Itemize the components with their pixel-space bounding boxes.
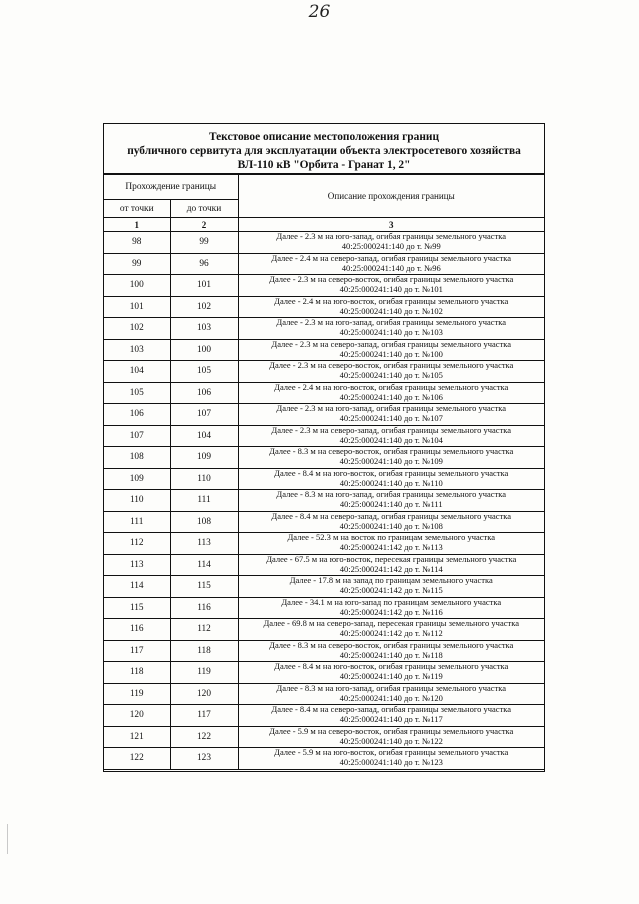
to-point-cell: 117 bbox=[170, 705, 238, 727]
description-cell bbox=[238, 576, 544, 598]
to-point-cell: 116 bbox=[170, 597, 238, 619]
from-point-cell: 113 bbox=[104, 554, 170, 576]
header-column-number-1: 1 bbox=[104, 218, 170, 232]
description-cell bbox=[238, 533, 544, 555]
description-cell bbox=[238, 425, 544, 447]
description-cell bbox=[238, 404, 544, 426]
description-cell bbox=[238, 683, 544, 705]
description-line-2: 40:25:000241:140 до т. №123 bbox=[339, 757, 443, 768]
table-row bbox=[104, 576, 544, 598]
description-cell bbox=[238, 296, 544, 318]
from-point-cell: 101 bbox=[104, 296, 170, 318]
from-point-cell: 118 bbox=[104, 662, 170, 684]
description-line-1: Далее - 52.3 м на восток по границам земельного участка bbox=[287, 532, 496, 543]
to-point-cell: 101 bbox=[170, 275, 238, 297]
to-point-cell: 105 bbox=[170, 361, 238, 383]
description-cell bbox=[238, 468, 544, 490]
to-point-cell: 102 bbox=[170, 296, 238, 318]
description-line-2: 40:25:000241:140 до т. №103 bbox=[339, 327, 443, 338]
description-line-2: 40:25:000241:140 до т. №101 bbox=[339, 284, 443, 295]
description-line-1: Далее - 2.3 м на юго-запад, огибая границы земельного участка bbox=[276, 231, 507, 242]
from-point-cell: 100 bbox=[104, 275, 170, 297]
table-row bbox=[104, 404, 544, 426]
description-line-2: 40:25:000241:140 до т. №109 bbox=[339, 456, 443, 467]
to-point-cell: 120 bbox=[170, 683, 238, 705]
from-point-cell: 98 bbox=[104, 232, 170, 254]
description-line-1: Далее - 2.4 м на юго-восток, огибая границы земельного участка bbox=[274, 295, 509, 306]
description-line-1: Далее - 2.3 м на юго-запад, огибая границы земельного участка bbox=[276, 317, 507, 328]
description-cell bbox=[238, 447, 544, 469]
description-cell bbox=[238, 726, 544, 748]
description-line-2: 40:25:000241:140 до т. №118 bbox=[339, 649, 443, 660]
from-point-cell: 119 bbox=[104, 683, 170, 705]
to-point-cell: 111 bbox=[170, 490, 238, 512]
description-line-2: 40:25:000241:142 до т. №112 bbox=[339, 628, 443, 639]
description-line-2: 40:25:000241:140 до т. №108 bbox=[339, 520, 443, 531]
from-point-cell: 103 bbox=[104, 339, 170, 361]
table-row bbox=[104, 662, 544, 684]
to-point-cell: 115 bbox=[170, 576, 238, 598]
boundary-table bbox=[104, 174, 544, 770]
document-title bbox=[104, 124, 544, 174]
from-point-cell: 111 bbox=[104, 511, 170, 533]
from-point-cell: 121 bbox=[104, 726, 170, 748]
description-line-2: 40:25:000241:142 до т. №115 bbox=[339, 585, 443, 596]
title-line-2: публичного сервитута для эксплуатации объекта электросетевого хозяйства bbox=[127, 145, 521, 157]
header-description: Описание прохождения границы bbox=[238, 175, 544, 218]
description-line-1: Далее - 8.3 м на юго-запад, огибая границы земельного участка bbox=[276, 682, 507, 693]
table-row bbox=[104, 597, 544, 619]
table-row bbox=[104, 554, 544, 576]
from-point-cell: 112 bbox=[104, 533, 170, 555]
description-cell bbox=[238, 490, 544, 512]
to-point-cell: 110 bbox=[170, 468, 238, 490]
table-row bbox=[104, 619, 544, 641]
table-row bbox=[104, 748, 544, 770]
description-line-1: Далее - 17.8 м на запад по границам земельного участка bbox=[289, 575, 493, 586]
description-line-1: Далее - 2.3 м на северо-запад, огибая границы земельного участка bbox=[271, 338, 512, 349]
table-row bbox=[104, 382, 544, 404]
description-line-2: 40:25:000241:142 до т. №114 bbox=[339, 563, 443, 574]
table-body bbox=[104, 232, 544, 770]
to-point-cell: 103 bbox=[170, 318, 238, 340]
table-row bbox=[104, 511, 544, 533]
description-cell bbox=[238, 232, 544, 254]
table-row bbox=[104, 640, 544, 662]
title-line-3: ВЛ-110 кВ "Орбита - Гранат 1, 2" bbox=[237, 159, 411, 171]
description-line-2: 40:25:000241:140 до т. №110 bbox=[339, 477, 443, 488]
description-line-2: 40:25:000241:140 до т. №104 bbox=[339, 434, 443, 445]
description-line-1: Далее - 5.9 м на юго-восток, огибая границы земельного участка bbox=[274, 747, 509, 758]
table-row bbox=[104, 275, 544, 297]
header-boundary-passage: Прохождение границы bbox=[104, 175, 238, 200]
scan-margin-mark bbox=[7, 824, 8, 854]
description-line-1: Далее - 2.3 м на юго-запад, огибая границы земельного участка bbox=[276, 403, 507, 414]
description-line-2: 40:25:000241:140 до т. №102 bbox=[339, 305, 443, 316]
description-line-2: 40:25:000241:140 до т. №107 bbox=[339, 413, 443, 424]
description-cell bbox=[238, 339, 544, 361]
to-point-cell: 113 bbox=[170, 533, 238, 555]
description-line-2: 40:25:000241:140 до т. №117 bbox=[339, 714, 443, 725]
table-row bbox=[104, 253, 544, 275]
header-to-point: до точки bbox=[170, 200, 238, 218]
from-point-cell: 108 bbox=[104, 447, 170, 469]
from-point-cell: 114 bbox=[104, 576, 170, 598]
table-row bbox=[104, 296, 544, 318]
page-number: 26 bbox=[308, 2, 331, 22]
description-cell bbox=[238, 662, 544, 684]
table-row bbox=[104, 232, 544, 254]
description-line-2: 40:25:000241:140 до т. №106 bbox=[339, 391, 443, 402]
to-point-cell: 123 bbox=[170, 748, 238, 770]
description-cell bbox=[238, 619, 544, 641]
to-point-cell: 114 bbox=[170, 554, 238, 576]
description-cell bbox=[238, 554, 544, 576]
description-line-1: Далее - 2.3 м на северо-запад, огибая границы земельного участка bbox=[271, 424, 512, 435]
table-row bbox=[104, 490, 544, 512]
description-line-2: 40:25:000241:140 до т. №99 bbox=[341, 241, 441, 252]
description-line-2: 40:25:000241:142 до т. №116 bbox=[339, 606, 443, 617]
description-cell bbox=[238, 705, 544, 727]
description-cell bbox=[238, 511, 544, 533]
table-row bbox=[104, 705, 544, 727]
table-row bbox=[104, 339, 544, 361]
table-row bbox=[104, 447, 544, 469]
description-cell bbox=[238, 640, 544, 662]
description-line-1: Далее - 34.1 м на юго-запад по границам земельного участка bbox=[281, 596, 502, 607]
table-row bbox=[104, 318, 544, 340]
table-row bbox=[104, 361, 544, 383]
description-line-1: Далее - 8.4 м на юго-восток, огибая границы земельного участка bbox=[274, 467, 509, 478]
description-cell bbox=[238, 597, 544, 619]
header-column-number-2: 2 bbox=[170, 218, 238, 232]
document-frame bbox=[103, 123, 545, 772]
description-cell bbox=[238, 361, 544, 383]
from-point-cell: 116 bbox=[104, 619, 170, 641]
description-cell bbox=[238, 748, 544, 770]
description-line-1: Далее - 8.3 м на северо-восток, огибая границы земельного участка bbox=[269, 639, 514, 650]
description-line-1: Далее - 67.5 м на юго-восток, пересекая границы земельного участка bbox=[266, 553, 517, 564]
header-column-number-3: 3 bbox=[238, 218, 544, 232]
description-cell bbox=[238, 253, 544, 275]
description-line-2: 40:25:000241:140 до т. №105 bbox=[339, 370, 443, 381]
description-cell bbox=[238, 318, 544, 340]
description-line-1: Далее - 8.3 м на юго-запад, огибая границы земельного участка bbox=[276, 489, 507, 500]
description-line-1: Далее - 69.8 м на северо-запад, пересекая границы земельного участка bbox=[263, 618, 519, 629]
description-cell bbox=[238, 275, 544, 297]
description-line-1: Далее - 8.4 м на юго-восток, огибая границы земельного участка bbox=[274, 661, 509, 672]
description-line-1: Далее - 5.9 м на северо-восток, огибая границы земельного участка bbox=[269, 725, 514, 736]
description-line-2: 40:25:000241:140 до т. №119 bbox=[339, 671, 443, 682]
table-row bbox=[104, 425, 544, 447]
description-line-1: Далее - 2.4 м на юго-восток, огибая границы земельного участка bbox=[274, 381, 509, 392]
from-point-cell: 102 bbox=[104, 318, 170, 340]
to-point-cell: 122 bbox=[170, 726, 238, 748]
from-point-cell: 122 bbox=[104, 748, 170, 770]
from-point-cell: 104 bbox=[104, 361, 170, 383]
table-row bbox=[104, 683, 544, 705]
description-line-2: 40:25:000241:140 до т. №111 bbox=[339, 499, 443, 510]
from-point-cell: 120 bbox=[104, 705, 170, 727]
to-point-cell: 99 bbox=[170, 232, 238, 254]
description-line-1: Далее - 2.3 м на северо-восток, огибая границы земельного участка bbox=[269, 274, 514, 285]
from-point-cell: 105 bbox=[104, 382, 170, 404]
to-point-cell: 108 bbox=[170, 511, 238, 533]
description-line-1: Далее - 8.4 м на северо-запад, огибая границы земельного участка bbox=[271, 510, 512, 521]
description-line-1: Далее - 2.4 м на северо-запад, огибая границы земельного участка bbox=[271, 252, 512, 263]
description-line-1: Далее - 8.3 м на северо-восток, огибая границы земельного участка bbox=[269, 446, 514, 457]
description-cell bbox=[238, 382, 544, 404]
from-point-cell: 109 bbox=[104, 468, 170, 490]
title-line-1: Текстовое описание местоположения границ bbox=[208, 131, 440, 143]
from-point-cell: 106 bbox=[104, 404, 170, 426]
from-point-cell: 99 bbox=[104, 253, 170, 275]
description-line-2: 40:25:000241:140 до т. №120 bbox=[339, 692, 443, 703]
to-point-cell: 119 bbox=[170, 662, 238, 684]
description-line-1: Далее - 8.4 м на северо-запад, огибая границы земельного участка bbox=[271, 704, 512, 715]
header-from-point: от точки bbox=[104, 200, 170, 218]
description-line-2: 40:25:000241:140 до т. №96 bbox=[341, 262, 441, 273]
to-point-cell: 106 bbox=[170, 382, 238, 404]
description-line-2: 40:25:000241:140 до т. №100 bbox=[339, 348, 443, 359]
from-point-cell: 107 bbox=[104, 425, 170, 447]
from-point-cell: 117 bbox=[104, 640, 170, 662]
from-point-cell: 110 bbox=[104, 490, 170, 512]
table-row bbox=[104, 468, 544, 490]
table-row bbox=[104, 533, 544, 555]
to-point-cell: 100 bbox=[170, 339, 238, 361]
to-point-cell: 118 bbox=[170, 640, 238, 662]
to-point-cell: 109 bbox=[170, 447, 238, 469]
to-point-cell: 107 bbox=[170, 404, 238, 426]
to-point-cell: 96 bbox=[170, 253, 238, 275]
description-line-2: 40:25:000241:142 до т. №113 bbox=[339, 542, 443, 553]
description-line-1: Далее - 2.3 м на северо-восток, огибая границы земельного участка bbox=[269, 360, 514, 371]
description-line-2: 40:25:000241:140 до т. №122 bbox=[339, 735, 443, 746]
table-row bbox=[104, 726, 544, 748]
from-point-cell: 115 bbox=[104, 597, 170, 619]
to-point-cell: 104 bbox=[170, 425, 238, 447]
to-point-cell: 112 bbox=[170, 619, 238, 641]
